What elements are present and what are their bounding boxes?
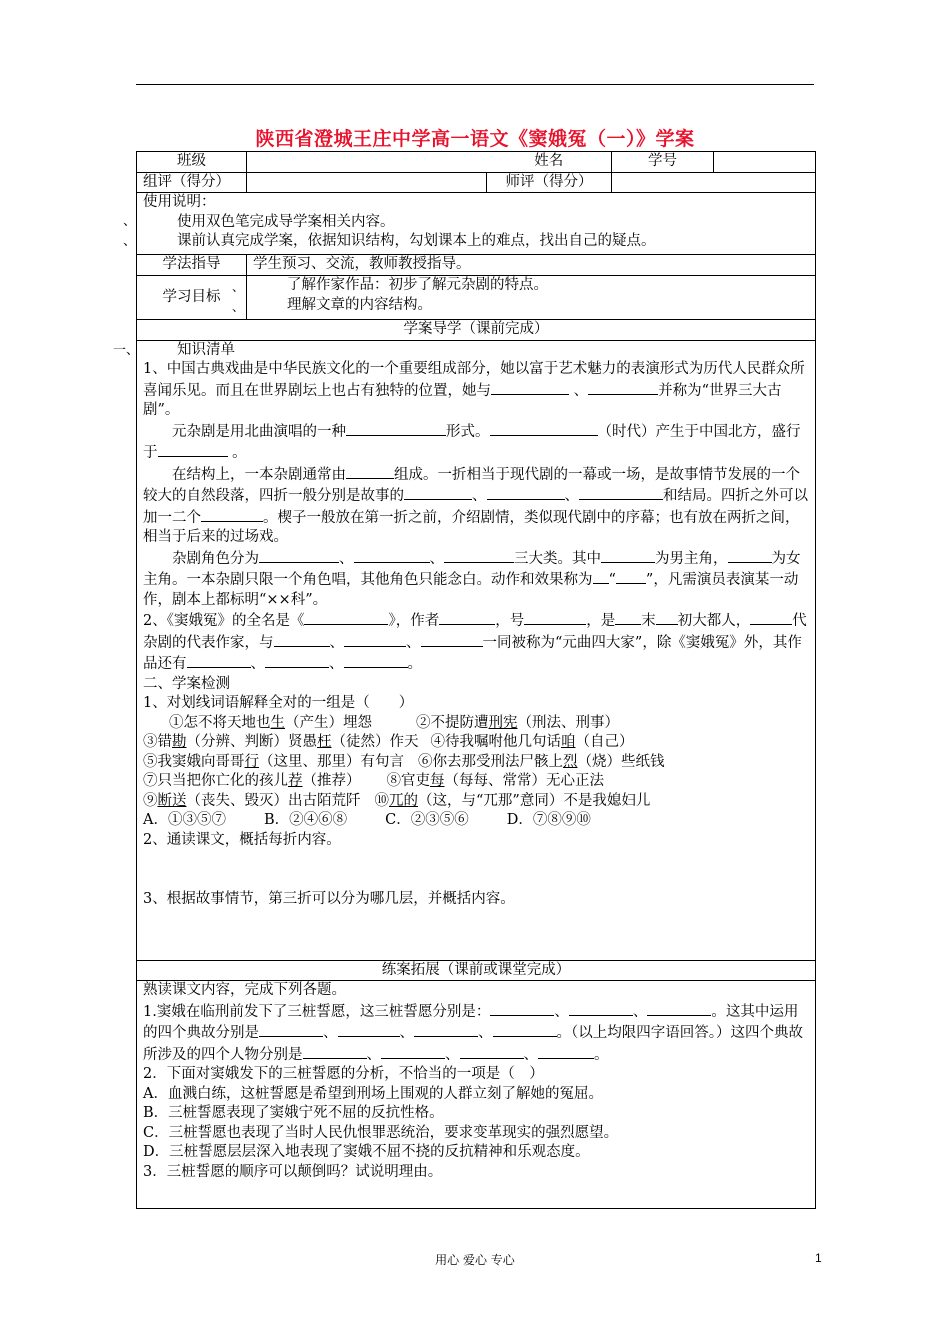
- instruction-mark-2: 、: [123, 234, 137, 249]
- section-mark: 一、: [113, 342, 140, 358]
- method-label: 学法指导: [137, 255, 247, 276]
- knowledge-para-5: 2、《窦娥冤》的全名是《 》，作者 ，号 ，是 末 初大都人， 代杂剧的代表作家，与 、 、 一同被称为“元曲四大家”，除《窦娥冤》外，其作品还有 、 、 。: [143, 610, 809, 675]
- option-b: B．②④⑥⑧: [263, 812, 348, 828]
- section-title-practice: 练案拓展（课前或课堂完成）: [137, 960, 816, 981]
- knowledge-para-4: 杂剧角色分为 、 、 三大类。其中 为男主角， 为女主角。一本杂剧只限一个角色唱，其他角色只能念白。动作和效果称为 “ ”，凡需演员表演某一动作，剧本上都标明“××科”。: [143, 548, 809, 611]
- practice-question-1: 1.窦娥在临刑前发下了三桩誓愿，这三桩誓愿分别是： 、 、 。这其中运用的四个典故分别是 、 、 、 。（以上均限四字语回答。）这四个典故所涉及的四个人物分别是 、 、 、 。: [143, 1001, 809, 1066]
- test-item-row: ①怎不将天地也生（产生）埋怨 ②不提防遭刑宪（刑法、刑事）: [169, 714, 619, 731]
- teacher-score-label: 师评（得分）: [487, 172, 612, 193]
- test-heading: 二、学案检测: [143, 675, 230, 692]
- class-label: 班级: [137, 152, 247, 173]
- answer-space[interactable]: [143, 850, 809, 890]
- option-a: A．①③⑤⑦: [143, 812, 226, 828]
- goal-mark: 、: [231, 300, 244, 314]
- practice-choice-a: A．血溅白练，这桩誓愿是希望到刑场上围观的人群立刻了解她的冤屈。: [143, 1085, 603, 1102]
- knowledge-para-1: 1、中国古典戏曲是中华民族文化的一个重要组成部分，她以富于艺术魅力的表演形式为历代人民群众所喜闻乐见。而且在世界剧坛上也占有独特的位置，她与 、 并称为“世界三大古剧”。: [143, 361, 805, 418]
- test-item-row: ⑤我窦娥向哥哥行（这里、那里）有句言 ⑥你去那受刑法尸骸上烈（烧）些纸钱: [143, 753, 665, 770]
- goals-label: 学习目标: [162, 288, 221, 305]
- practice-choice-d: D．三桩誓愿层层深入地表现了窦娥不屈不挠的反抗精神和乐观态度。: [143, 1144, 590, 1160]
- group-score-field[interactable]: [247, 172, 487, 193]
- instructions-cell: [123, 193, 816, 255]
- practice-question-2: 2．下面对窦娥发下的三桩誓愿的分析，不恰当的一项是（ ）: [143, 1066, 544, 1082]
- knowledge-heading: 知识清单: [177, 341, 235, 358]
- section-title-guide: 学案导学（课前完成）: [137, 320, 816, 341]
- id-field[interactable]: [714, 152, 816, 173]
- goal-item: 理解文章的内容结构。: [287, 296, 432, 313]
- knowledge-para-3: 在结构上，一本杂剧通常由 组成。一折相当于现代剧的一幕或一场，是故事情节发展的一个较大的自然段落，四折一般分别是故事的 、 、 和结局。四折之外可以加一二个 。楔子一般放在第一折之前，介绍剧情，类似现代剧中的序幕；也有放在两折之间，相当于后来的过场戏。: [143, 464, 809, 548]
- worksheet-table: [113, 151, 816, 1209]
- group-score-label: 组评（得分）: [137, 172, 247, 193]
- test-question-2: 2、通读课文，概括每折内容。: [143, 831, 341, 848]
- test-question-1: 1、对划线词语解释全对的一组是（ ）: [143, 695, 414, 711]
- test-question-3: 3、根据故事情节，第三折可以分为哪几层，并概括内容。: [143, 891, 515, 907]
- header-rule: [136, 84, 814, 85]
- knowledge-para-2: 元杂剧是用北曲演唱的一种 形式。 （时代）产生于中国北方，盛行于 。: [143, 421, 809, 464]
- option-c: C．②③⑤⑥: [385, 812, 469, 828]
- test-item-row: ③错勘（分辨、判断）贤愚枉（徒然）作天 ④待我嘱咐他几句话咱（自己）: [143, 734, 634, 750]
- id-label: 学号: [612, 152, 714, 173]
- name-label: 姓名: [487, 152, 612, 173]
- method-text: 学生预习、交流，教师教授指导。: [247, 255, 816, 276]
- goals-label-cell: [137, 276, 247, 320]
- page-number: 1: [815, 1251, 822, 1265]
- practice-choice-b: B．三桩誓愿表现了窦娥宁死不屈的反抗性格。: [143, 1105, 444, 1121]
- goal-mark: 、: [231, 280, 244, 294]
- instruction-mark-1: 、: [123, 214, 137, 229]
- page-footer: 用心 爱心 专心: [435, 1253, 515, 1267]
- practice-choice-c: C．三桩誓愿也表现了当时人民仇恨罪恶统治，要求变革现实的强烈愿望。: [143, 1124, 619, 1141]
- goal-item: 了解作家作品：初步了解元杂剧的特点。: [287, 277, 548, 293]
- instructions-heading: 使用说明：: [143, 194, 216, 210]
- practice-question-3: 3．三桩誓愿的顺序可以颠倒吗？试说明理由。: [143, 1163, 443, 1180]
- instruction-item: 课前认真完成学案，依据知识结构，勾划课本上的难点，找出自己的疑点。: [177, 233, 656, 249]
- practice-intro: 熟读课文内容，完成下列各题。: [143, 982, 346, 998]
- instruction-item: 使用双色笔完成导学案相关内容。: [177, 213, 395, 230]
- test-item-row: ⑦只当把你亡化的孩儿荐（推荐） ⑧官吏每（每每、常常）无心正法: [143, 773, 604, 789]
- class-field[interactable]: [247, 152, 487, 173]
- practice-cell: [137, 981, 816, 1209]
- teacher-score-field[interactable]: [612, 172, 816, 193]
- test-options: [143, 811, 809, 831]
- goals-cell: [247, 276, 816, 320]
- page-title: 陕西省澄城王庄中学高一语文《窦娥冤（一）》学案: [255, 128, 695, 150]
- knowledge-cell: [113, 340, 816, 960]
- option-d: D．⑦⑧⑨⑩: [506, 812, 591, 828]
- test-item-row: ⑨断送（丧失、毁灭）出古陌荒阡 ⑩兀的（这，与“兀那”意同）不是我媳妇儿: [143, 792, 651, 809]
